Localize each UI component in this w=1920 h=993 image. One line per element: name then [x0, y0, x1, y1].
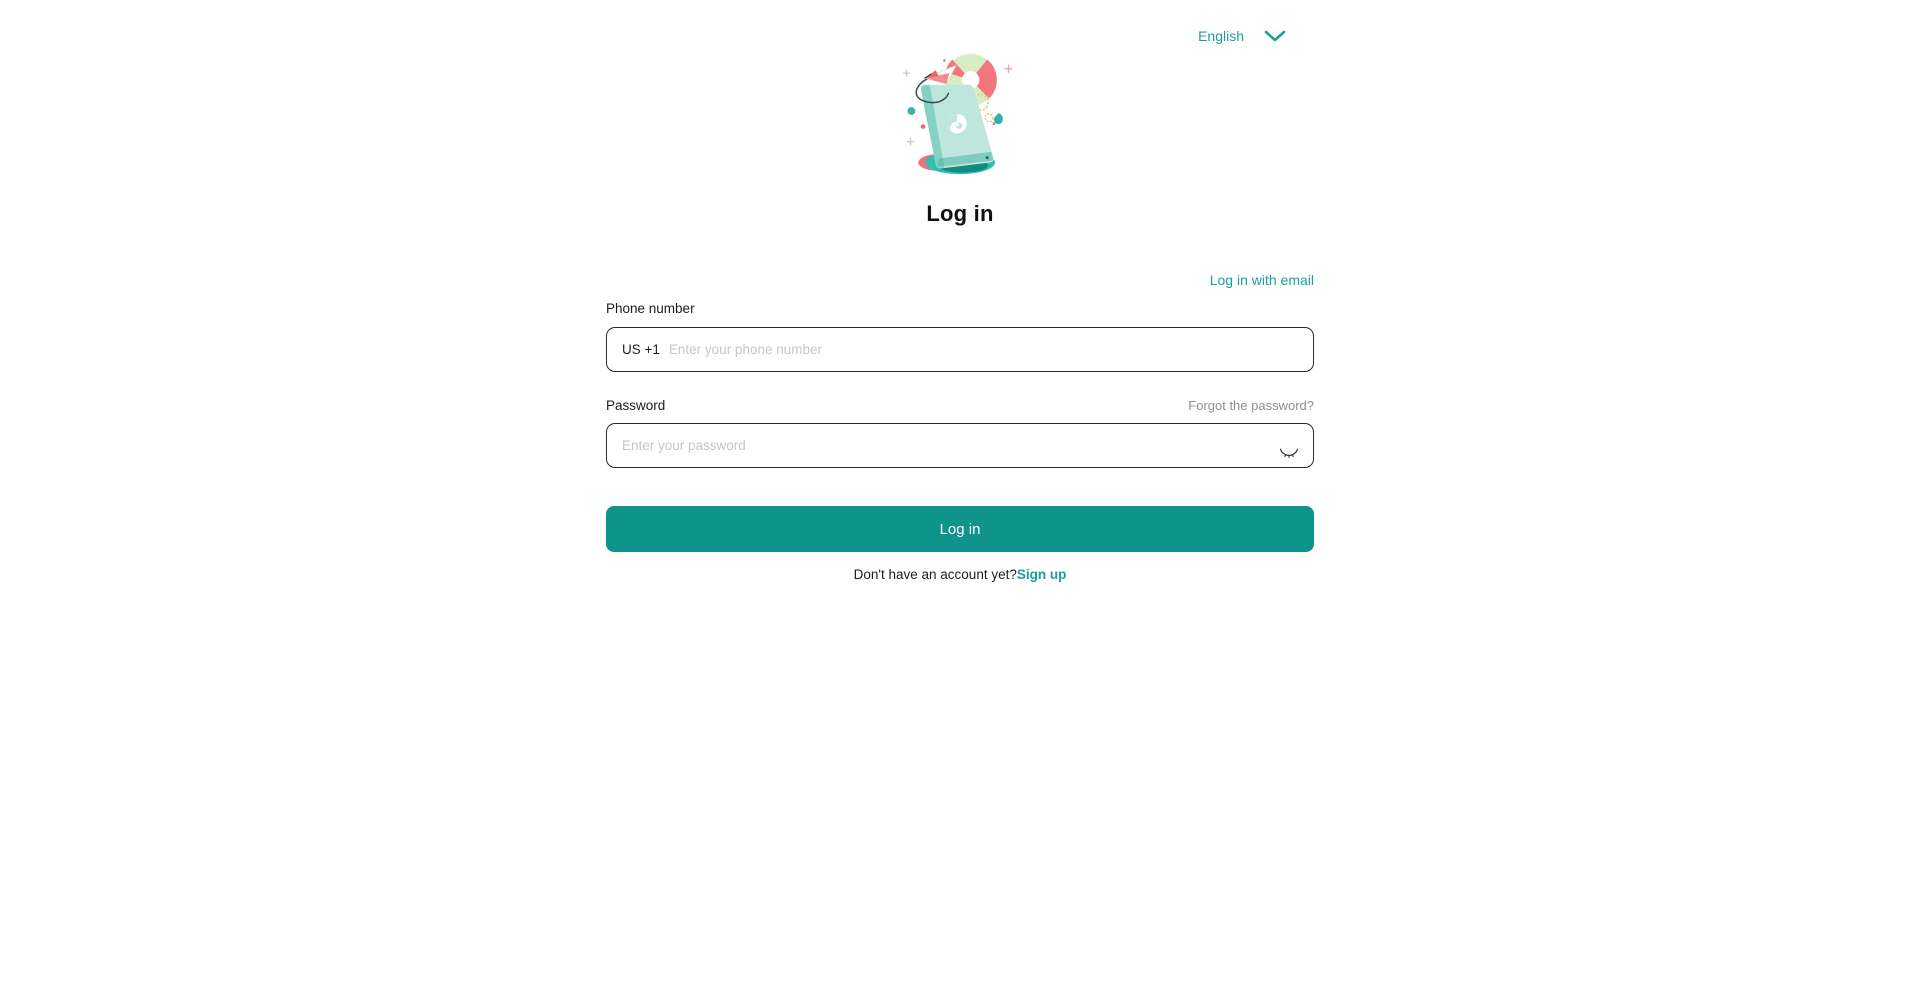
phone-login-illustration	[606, 44, 1314, 180]
password-input[interactable]	[622, 438, 1280, 453]
phone-number-input[interactable]	[669, 342, 1298, 357]
signup-prompt-row	[606, 567, 1314, 582]
phone-number-label: Phone number	[606, 301, 695, 316]
login-with-email-link[interactable]: Log in with email	[1209, 272, 1314, 288]
language-selector-label[interactable]: English	[1198, 28, 1244, 44]
page-title: Log in	[926, 201, 994, 226]
country-code-selector[interactable]: US +1	[622, 342, 660, 357]
language-selector	[606, 0, 1314, 46]
sign-up-link[interactable]: Sign up	[1016, 567, 1067, 582]
phone-label-row	[606, 301, 1314, 316]
password-label: Password	[606, 398, 666, 413]
forgot-password-link[interactable]: Forgot the password?	[1188, 398, 1314, 413]
login-page-column	[606, 0, 1314, 582]
password-field[interactable]	[606, 423, 1314, 468]
eye-closed-icon[interactable]	[1280, 445, 1298, 458]
phone-number-field[interactable]	[606, 327, 1314, 372]
signup-prompt-text: Don't have an account yet?	[853, 567, 1017, 582]
chevron-down-icon[interactable]	[1264, 30, 1286, 42]
password-label-row	[606, 398, 1314, 413]
login-button[interactable]: Log in	[606, 506, 1314, 552]
email-login-row	[606, 272, 1314, 290]
phone-logo	[947, 114, 966, 133]
